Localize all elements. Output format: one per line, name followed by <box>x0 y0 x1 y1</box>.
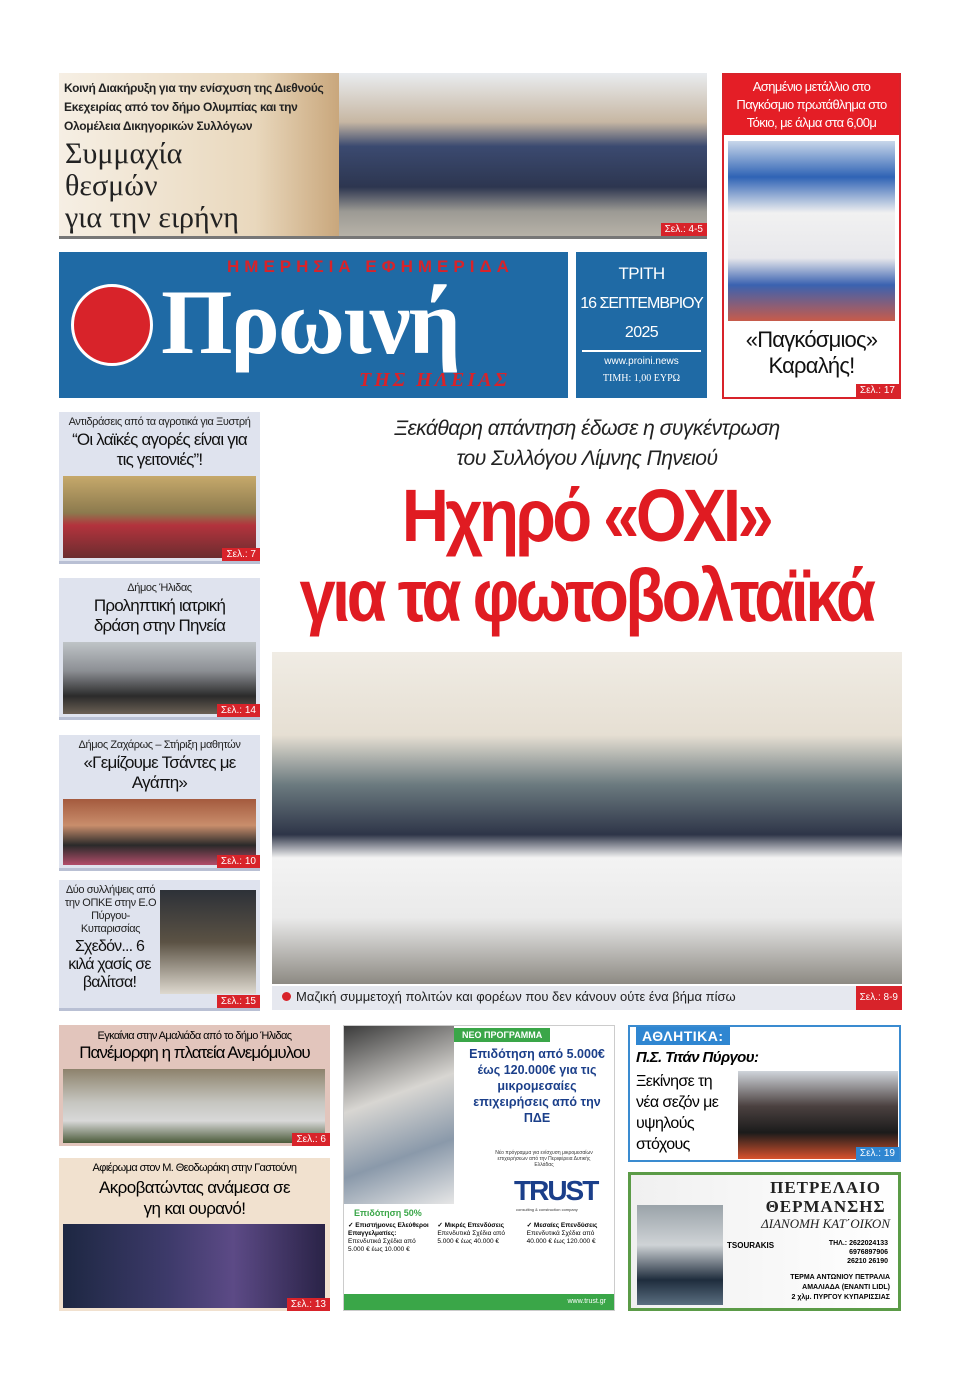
story-photo <box>160 890 256 994</box>
main-headline-line: για τα φωτοβολταϊκά <box>299 554 873 637</box>
masthead <box>59 252 568 398</box>
sports-label: ΑΘΛΗΤΙΚΑ: <box>636 1027 730 1045</box>
ad-headline: Επιδότηση από 5.000€ έως 120.000€ για τις μικρομεσαίες επιχειρήσεις από την ΠΔΕ <box>469 1047 605 1125</box>
story-kicker: Δήμος Ζαχάρως – Στήριξη μαθητών <box>78 739 241 751</box>
ad-note: Νέο πρόγραμμα για ενίσχυση μικρομεσαίων επιχειρήσεων από την Περιφέρεια Δυτικής Ελλάδας <box>495 1150 593 1168</box>
fuel-address: 2 χλμ. ΠΥΡΓΟΥ ΚΥΠΑΡΙΣΣΙΑΣ <box>791 1294 890 1301</box>
top-story[interactable] <box>59 73 707 239</box>
masthead-logo-icon <box>71 284 153 366</box>
main-headline[interactable] <box>274 476 897 636</box>
karalis-kicker: Ασημένιο μετάλλιο στο Παγκόσμιο πρωτάθλημα στο Τόκιο, με άλμα στα 6,00μ <box>724 75 899 135</box>
main-caption-bar <box>272 986 902 1010</box>
website-link[interactable]: www.proini.news <box>604 356 679 367</box>
page-ref: Σελ.: 19 <box>856 1147 899 1160</box>
trust-ad[interactable] <box>343 1025 615 1311</box>
story-kicker: Δήμος Ήλιδας <box>127 582 192 594</box>
fuel-line2: ΘΕΡΜΑΝΣΗΣ <box>765 1197 886 1216</box>
main-subtitle-line: Ξεκάθαρη απάντηση έδωσε η συγκέντρωση <box>394 417 780 440</box>
main-subtitle-line: του Συλλόγου Λίμνης Πηνειού <box>456 447 718 470</box>
karalis-photo <box>728 141 895 321</box>
ad-col-text: Επενδυτικά Σχέδια από 40.000 € έως 120.000 € <box>526 1230 596 1245</box>
bullet-icon <box>282 992 291 1001</box>
house-truck-illustration <box>637 1205 723 1305</box>
story-photo <box>63 1224 325 1308</box>
ad-brand: TRUST <box>514 1175 598 1206</box>
ad-col-title: ✓ Επιστήμονες Ελεύθεροι Επαγγελματίες: <box>348 1222 429 1237</box>
issue-date: 16 ΣΕΠΤΕΜΒΡΙΟΥ <box>580 295 703 312</box>
page-ref: Σελ.: 7 <box>222 548 260 561</box>
karalis-story[interactable] <box>722 73 901 399</box>
ad-col-title: ✓ Μεσαίες Επενδύσεις <box>526 1222 598 1229</box>
story-title: Σχεδόν... 6 κιλά χασίς σε βαλίτσα! <box>68 938 151 991</box>
masthead-subtitle: ΤΗΣ ΗΛΕΙΑΣ <box>359 369 510 391</box>
masthead-name: Πρωινή <box>161 271 459 373</box>
story-kicker: Εγκαίνια στην Αμαλιάδα από το δήμο Ήλιδας <box>97 1030 292 1042</box>
fuel-ad[interactable] <box>628 1172 901 1311</box>
sports-kicker: Π.Σ. Τιτάν Πύργου: <box>636 1049 759 1066</box>
issue-year: 2025 <box>624 324 659 341</box>
karalis-title-1: «Παγκόσμιος» <box>745 327 878 352</box>
page-ref: Σελ.: 10 <box>217 855 260 868</box>
story-title: “Οι λαϊκές αγορές είναι για τις γειτονιές”! <box>72 430 247 469</box>
ad-badge: Επιδότηση 50% <box>354 1208 422 1218</box>
ad-col-text: Επενδυτικά Σχέδια από 5.000 € έως 40.000 € <box>437 1230 506 1245</box>
bottom-story-2[interactable] <box>59 1158 330 1311</box>
page-ref: Σελ.: 4-5 <box>661 223 707 236</box>
bottom-story-1[interactable] <box>59 1025 330 1146</box>
ad-brand-sub: consulting & construction company <box>516 1207 578 1212</box>
main-subtitle <box>272 414 902 474</box>
story-title: Πανέμορφη η πλατεία Ανεμόμυλου <box>79 1043 310 1062</box>
fuel-phone: 6976897906 <box>849 1249 888 1256</box>
left-story-1[interactable] <box>59 412 260 564</box>
story-kicker: Αφιέρωμα στον Μ. Θεοδωράκη στην Γαστούνη <box>92 1162 297 1174</box>
story-title: Προληπτική ιατρική δράση στην Πηνεία <box>93 596 226 635</box>
story-photo <box>63 476 256 558</box>
page-ref: Σελ.: 15 <box>217 995 260 1008</box>
top-story-title-2: θεσμών <box>65 169 158 202</box>
main-photo <box>272 652 902 984</box>
page-ref: Σελ.: 6 <box>292 1133 330 1146</box>
main-caption: Μαζική συμμετοχή πολιτών και φορέων που δεν κάνουν ούτε ένα βήμα πίσω <box>296 989 736 1004</box>
fuel-truck-name: TSOURAKIS <box>727 1241 775 1250</box>
top-story-title-3: για την ειρήνη <box>65 201 239 234</box>
ad-col-text: Επενδυτικά Σχέδια από 5.000 € έως 10.000 € <box>348 1238 416 1253</box>
page-ref: Σελ.: 13 <box>287 1298 330 1311</box>
top-story-kicker: Κοινή Διακήρυξη για την ενίσχυση της Διεθνούς Εκεχειρίας από τον δήμο Ολυμπίας και την Ολομέλεια Δικηγορικών Συλλόγων <box>64 81 324 133</box>
story-kicker: Αντιδράσεις από τα αγροτικά για Ξυστρή <box>68 416 251 428</box>
page-ref: Σελ.: 8-9 <box>856 986 902 1010</box>
ad-banner: ΝΕΟ ΠΡΟΓΡΑΜΜΑ <box>454 1028 550 1042</box>
story-kicker: Δύο συλλήψεις από την ΟΠΚΕ στην Ε.Ο Πύργου-Κυπαρισσίας <box>64 884 157 935</box>
left-story-3[interactable] <box>59 735 260 871</box>
top-story-title-1: Συμμαχία <box>65 137 183 170</box>
sports-box[interactable] <box>628 1025 901 1162</box>
fuel-line1: ΠΕΤΡΕΛΑΙΟ <box>770 1178 882 1197</box>
story-title: «Γεμίζουμε Τσάντες με Αγάπη» <box>83 753 236 792</box>
story-photo <box>63 1069 325 1143</box>
fuel-phone: 26210 26190 <box>847 1258 888 1265</box>
top-story-photo <box>339 73 707 236</box>
ad-col-title: ✓ Μικρές Επενδύσεις <box>437 1222 505 1229</box>
sports-photo <box>738 1071 898 1159</box>
page-ref: Σελ.: 17 <box>856 384 899 397</box>
fuel-address: ΤΕΡΜΑ ΑΝΤΩΝΙΟΥ ΠΕΤΡΑΛΙΑ <box>790 1274 890 1281</box>
date-box <box>576 252 707 398</box>
issue-day: ΤΡΙΤΗ <box>618 264 665 283</box>
main-headline-line: Ηχηρό «ΟΧΙ» <box>401 474 771 557</box>
fuel-phone: ΤΗΛ.: 2622024133 <box>828 1240 888 1247</box>
left-story-4[interactable] <box>59 880 260 1011</box>
ad-site: www.trust.gr <box>567 1298 606 1305</box>
ad-photo <box>344 1026 454 1204</box>
story-title: Ακροβατώντας ανάμεσα σε γη και ουρανό! <box>99 1178 290 1218</box>
sports-title: Ξεκίνησε τη νέα σεζόν με υψηλούς στόχους <box>636 1073 719 1153</box>
page-ref: Σελ.: 14 <box>217 704 260 717</box>
fuel-address: ΑΜΑΛΙΑΔΑ (ΕΝΑΝΤΙ LIDL) <box>802 1284 890 1291</box>
masthead-supertitle: ΗΜΕΡΗΣΙΑ ΕΦΗΜΕΡΙΔΑ <box>227 257 514 276</box>
left-story-2[interactable] <box>59 578 260 720</box>
issue-price: ΤΙΜΗ: 1,00 ΕΥΡΩ <box>602 373 681 384</box>
karalis-title-2: Καραλής! <box>768 353 855 378</box>
fuel-line3: ΔΙΑΝΟΜΗ ΚΑΤ΄ΟΙΚΟΝ <box>761 1216 890 1231</box>
